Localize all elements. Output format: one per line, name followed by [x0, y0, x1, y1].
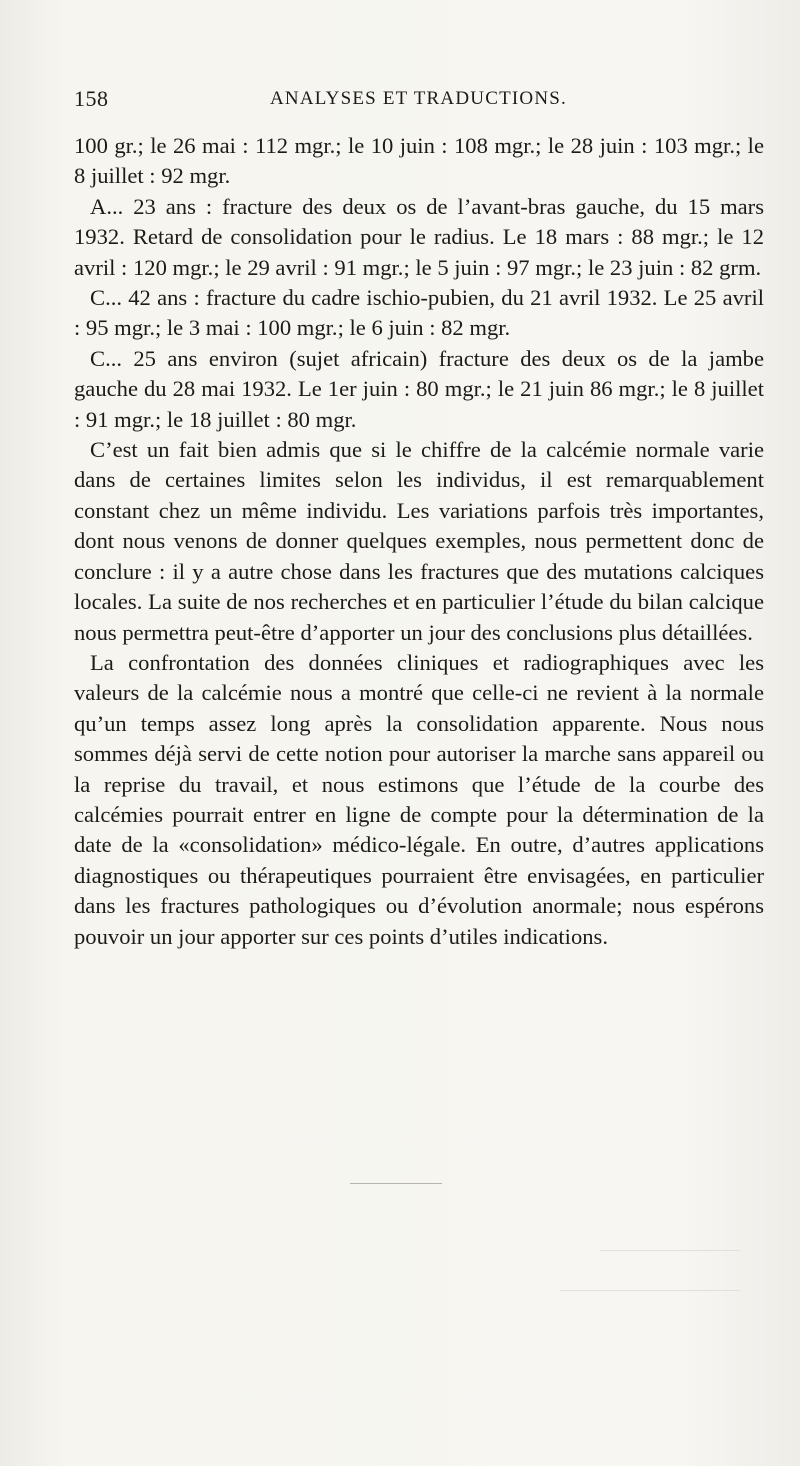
paragraph-discussion: C’est un fait bien admis que si le chiffre de la calcémie normale varie dans de certaines limites selon les individus, il est remarquablement constant chez un même individu. Les variations parfois très importantes, dont nous venons de donner quelques exemples, nous permettent donc de conclure : il y a autre chose dans les fractures que des mutations calciques locales. La suite de nos recherches et en particulier l’étude du bilan calcique nous permettra peut-être d’apporter un jour des conclusions plus détaillées.	[74, 437, 764, 645]
bleed-through-line	[560, 1290, 740, 1291]
section-divider	[350, 1183, 442, 1184]
paragraph-continuation: 100 gr.; le 26 mai : 112 mgr.; le 10 juin : 108 mgr.; le 28 juin : 103 mgr.; le 8 juillet : 92 mgr.	[74, 133, 764, 189]
body-text	[74, 131, 764, 952]
page-number: 158	[74, 86, 109, 111]
paragraph-conclusion: La confrontation des données cliniques et radiographiques avec les valeurs de la calcémie nous a montré que celle-ci ne revient à la normale qu’un temps assez long après la consolidation apparente. Nous nous sommes déjà servi de cette notion pour autoriser la marche sans appareil ou la reprise du travail, et nous estimons que l’étude de la courbe des calcémies pourrait entrer en ligne de compte pour la détermination de la date de la «consolidation» médico-légale. En outre, d’autres applications diagnostiques ou thérapeutiques pourraient être envisagées, en particulier dans les fractures pathologiques ou d’évolution anormale; nous espérons pouvoir un jour apporter sur ces points d’utiles indications.	[74, 649, 764, 949]
running-head	[70, 86, 750, 116]
paragraph-case-a: A... 23 ans : fracture des deux os de l’avant-bras gauche, du 15 mars 1932. Retard de consolidation pour le radius. Le 18 mars : 88 mgr.; le 12 avril : 120 mgr.; le 29 avril : 91 mgr.; le 5 juin : 97 mgr.; le 23 juin : 82 grm.	[74, 193, 764, 280]
paragraph-case-c-25: C... 25 ans environ (sujet africain) fracture des deux os de la jambe gauche du 28 mai 1932. Le 1er juin : 80 mgr.; le 21 juin 86 mgr.; le 8 juillet : 91 mgr.; le 18 juillet : 80 mgr.	[74, 345, 764, 432]
running-title: ANALYSES ET TRADUCTIONS.	[270, 88, 567, 109]
paragraph-case-c-42: C... 42 ans : fracture du cadre ischio-pubien, du 21 avril 1932. Le 25 avril : 95 mgr.; le 3 mai : 100 mgr.; le 6 juin : 82 mgr.	[74, 285, 764, 341]
bleed-through-line	[600, 1250, 740, 1251]
